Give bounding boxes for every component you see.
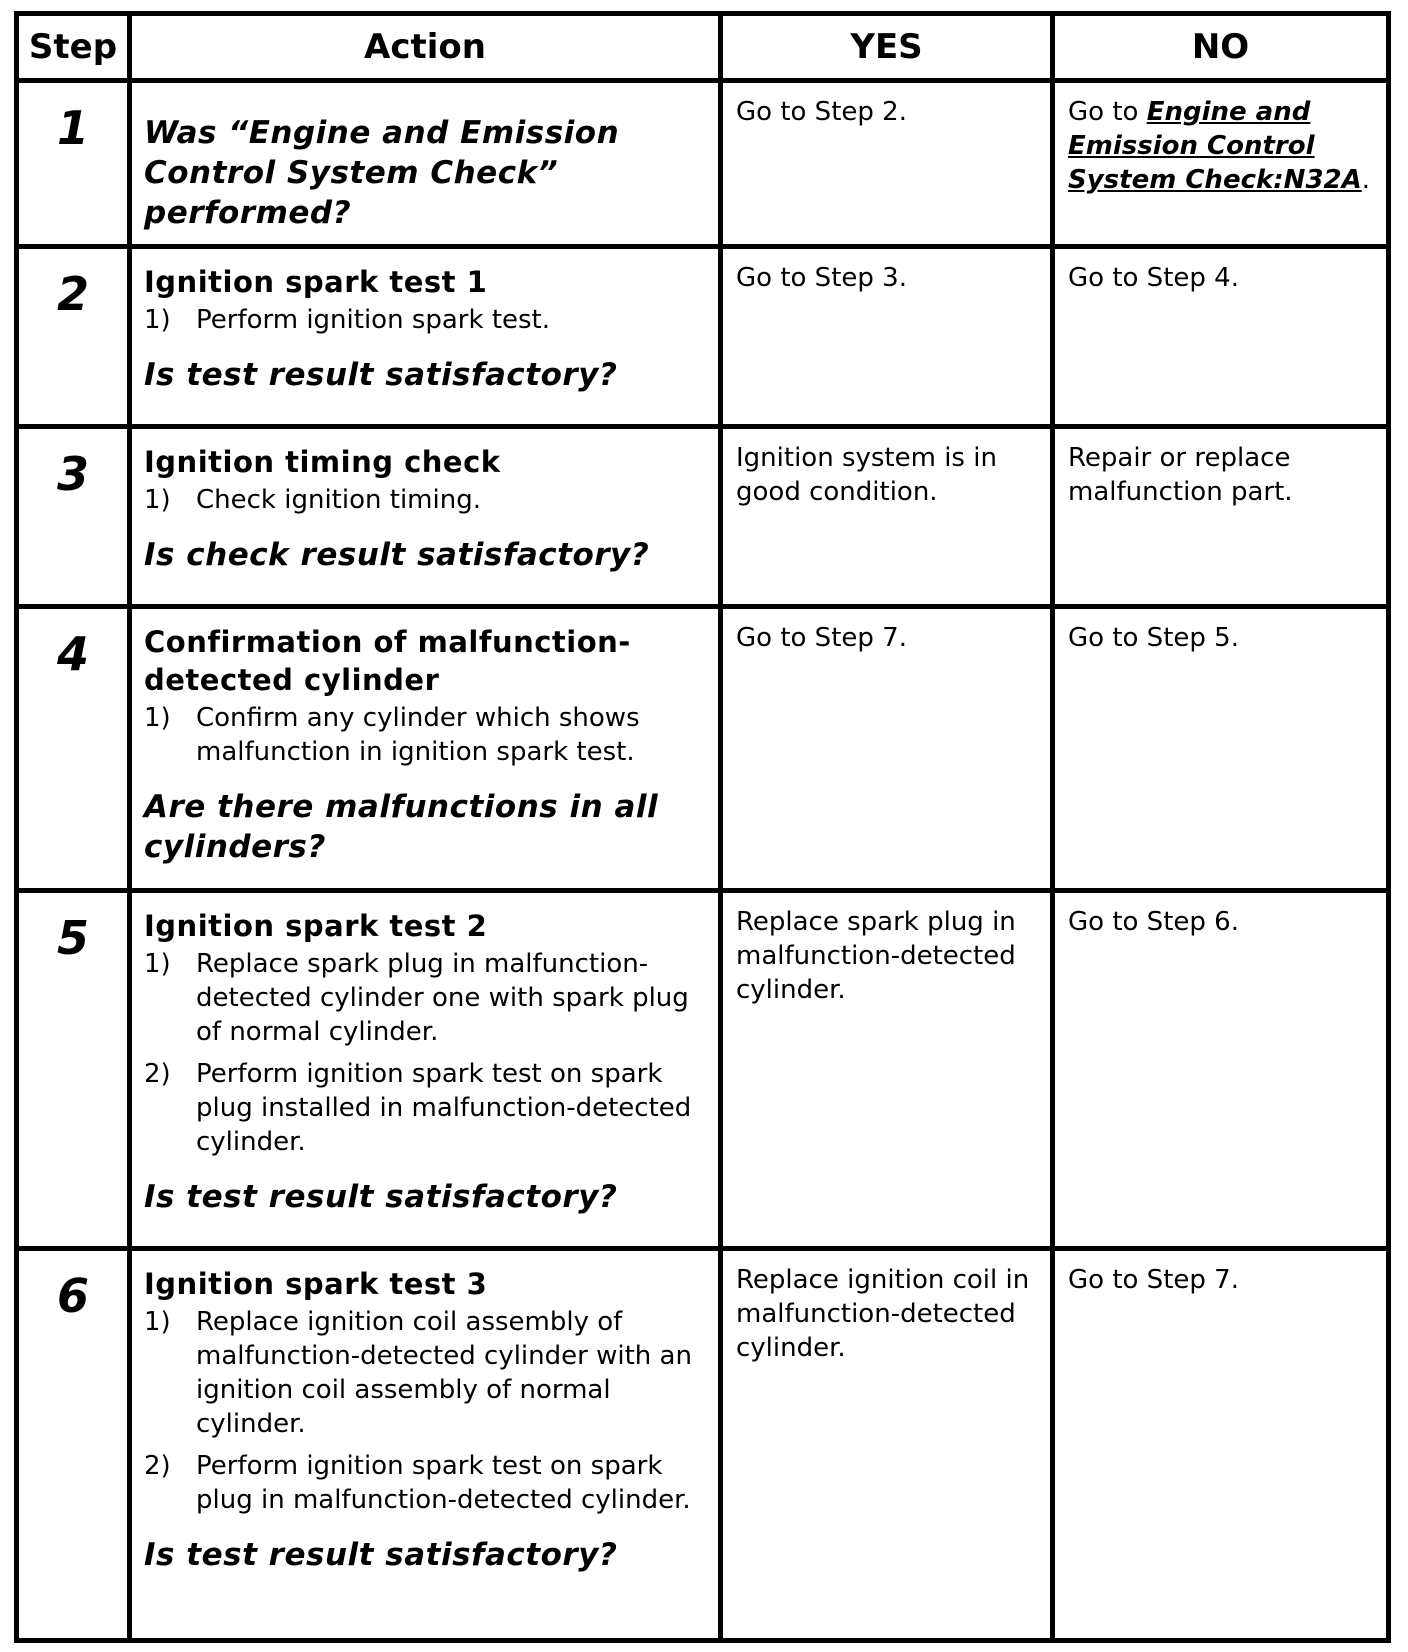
list-item: 2) Perform ignition spark test on spark plug in malfunction-detected cylinder. [144, 1451, 691, 1515]
question: Are there malfunctions in all cylinders? [144, 789, 659, 865]
action-cell [130, 247, 721, 427]
yes-cell: Go to Step 2. [721, 81, 1053, 247]
yes-cell: Go to Step 7. [721, 607, 1053, 891]
step-number: 4 [17, 607, 130, 891]
no-suffix: . [1361, 165, 1371, 195]
table-row [17, 607, 1389, 891]
yes-cell: Ignition system is in good condition. [721, 427, 1053, 607]
no-cell: Go to Step 5. [1053, 607, 1389, 891]
action-title: Confirmation of malfunction-detected cylinder [144, 625, 631, 697]
no-cell [1053, 81, 1389, 247]
table-row [17, 427, 1389, 607]
list-item: 1) Replace ignition coil assembly of malfunction-detected cylinder with an ignition coil assembly of normal cylinder. [144, 1307, 692, 1439]
no-cell: Repair or replace malfunction part. [1053, 427, 1389, 607]
no-cell: Go to Step 6. [1053, 891, 1389, 1249]
diagnostic-flow-table [14, 11, 1391, 1643]
no-cell: Go to Step 7. [1053, 1249, 1389, 1641]
yes-cell: Replace ignition coil in malfunction-detected cylinder. [721, 1249, 1053, 1641]
list-item: 2) Perform ignition spark test on spark plug installed in malfunction-detected cylinder. [144, 1059, 692, 1157]
list-item: 1) Replace spark plug in malfunction-detected cylinder one with spark plug of normal cylinder. [144, 949, 689, 1047]
list-item: 1) Check ignition timing. [144, 485, 481, 515]
table-row [17, 1249, 1389, 1641]
header-action: Action [130, 14, 721, 81]
table-row [17, 247, 1389, 427]
header-yes: YES [721, 14, 1053, 81]
header-no: NO [1053, 14, 1389, 81]
action-cell [130, 1249, 721, 1641]
action-cell [130, 891, 721, 1249]
question: Is check result satisfactory? [144, 537, 650, 573]
question: Was “Engine and Emission Control System Check” performed? [144, 115, 620, 231]
no-prefix: Go to [1068, 97, 1147, 127]
step-number: 6 [17, 1249, 130, 1641]
question: Is test result satisfactory? [144, 1537, 618, 1573]
header-step: Step [17, 14, 130, 81]
action-title: Ignition spark test 2 [144, 909, 488, 943]
question: Is test result satisfactory? [144, 1179, 618, 1215]
step-number: 1 [17, 81, 130, 247]
table-row [17, 891, 1389, 1249]
yes-cell: Replace spark plug in malfunction-detected cylinder. [721, 891, 1053, 1249]
action-title: Ignition spark test 3 [144, 1267, 488, 1301]
step-number: 3 [17, 427, 130, 607]
header-row [17, 14, 1389, 81]
list-item: 1) Confirm any cylinder which shows malfunction in ignition spark test. [144, 703, 640, 767]
step-number: 2 [17, 247, 130, 427]
action-title: Ignition spark test 1 [144, 265, 488, 299]
action-cell [130, 427, 721, 607]
yes-cell: Go to Step 3. [721, 247, 1053, 427]
action-cell [130, 607, 721, 891]
question: Is test result satisfactory? [144, 357, 618, 393]
action-cell [130, 81, 721, 247]
action-title: Ignition timing check [144, 445, 501, 479]
no-cell: Go to Step 4. [1053, 247, 1389, 427]
step-number: 5 [17, 891, 130, 1249]
engine-check-link[interactable]: Engine and Emission Control System Check:N32A [1068, 97, 1362, 195]
table-row [17, 81, 1389, 247]
list-item: 1) Perform ignition spark test. [144, 305, 551, 335]
